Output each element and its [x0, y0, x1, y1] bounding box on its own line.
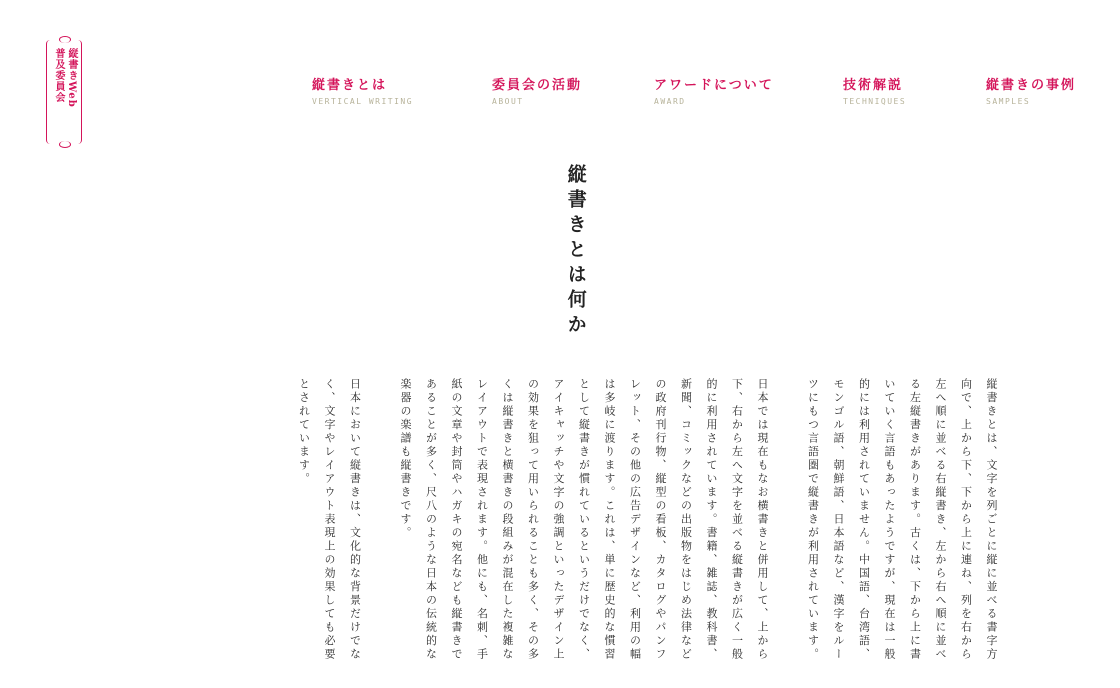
article-body	[291, 378, 1004, 666]
paragraph: 日本では現在もなお横書きと併用して、上から下、右から左へ文字を並べる縦書きが広く一般的に利用されています。書籍、雑誌、教科書、新聞、コミックなどの出版物をはじめ法律などの政府刊行物、縦型の看板、カタログやパンフレット、その他の広告デザインなど、利用の幅は多岐に渡ります。これは、単に歴史的な慣習として縦書きが慣れているというだけでなく、アイキャッチや文字の強調といったデザイン上の効果を狙って用いられることも多く、その多くは縦書きと横書きの段組みが混在した複雑なレイアウトで表現されます。他にも、名刺、手紙の文章や封筒やハガキの宛名なども縦書きであることが多く、尺八のような日本の伝統的な楽器の楽譜も縦書きです。	[399, 378, 769, 662]
nav-label-en: AWARD	[654, 97, 686, 106]
nav-item-about[interactable]	[492, 74, 582, 106]
paragraph: 縦書きとは、文字を列ごとに縦に並べる書字方向で、上から下、下から上に連ね、列を右から左へ順に並べる右縦書き、左から右へ順に並べる左縦書きがあります。古くは、下から上に書いていく言語もあったようですが、現在は一般的には利用されていません。中国語、台湾語、モンゴル語、朝鮮語、日本語など、漢字をルーツにもつ言語圏で縦書きが利用されています。	[806, 378, 998, 662]
nav-label-jp: 縦書きの事例	[986, 78, 1077, 93]
nav-label-jp: アワードについて	[654, 78, 774, 93]
nav-label-jp: 委員会の活動	[492, 78, 583, 93]
nav-label-en: TECHNIQUES	[843, 97, 907, 106]
logo-text	[52, 48, 78, 136]
nav-item-vertical-writing[interactable]	[312, 74, 413, 106]
nav-label-en: VERTICAL WRITING	[312, 97, 414, 106]
site-logo[interactable]	[46, 40, 82, 144]
nav-label-jp: 技術解説	[843, 78, 904, 93]
nav-label-en: ABOUT	[492, 97, 524, 106]
nav-item-techniques[interactable]	[843, 74, 906, 106]
logo-line1: 縦書きWeb	[66, 48, 77, 108]
nav-label-en: SAMPLES	[986, 97, 1031, 106]
nav-item-samples[interactable]	[986, 74, 1076, 106]
page-title: 縦書きとは何か	[564, 164, 587, 339]
nav-item-award[interactable]	[654, 74, 774, 106]
paragraph: 日本において縦書きは、文化的な背景だけでなく、文字やレイアウト表現上の効果しても必要とされています。	[297, 378, 362, 662]
nav-label-jp: 縦書きとは	[312, 78, 388, 93]
logo-line2: 普及委員会	[53, 48, 64, 103]
